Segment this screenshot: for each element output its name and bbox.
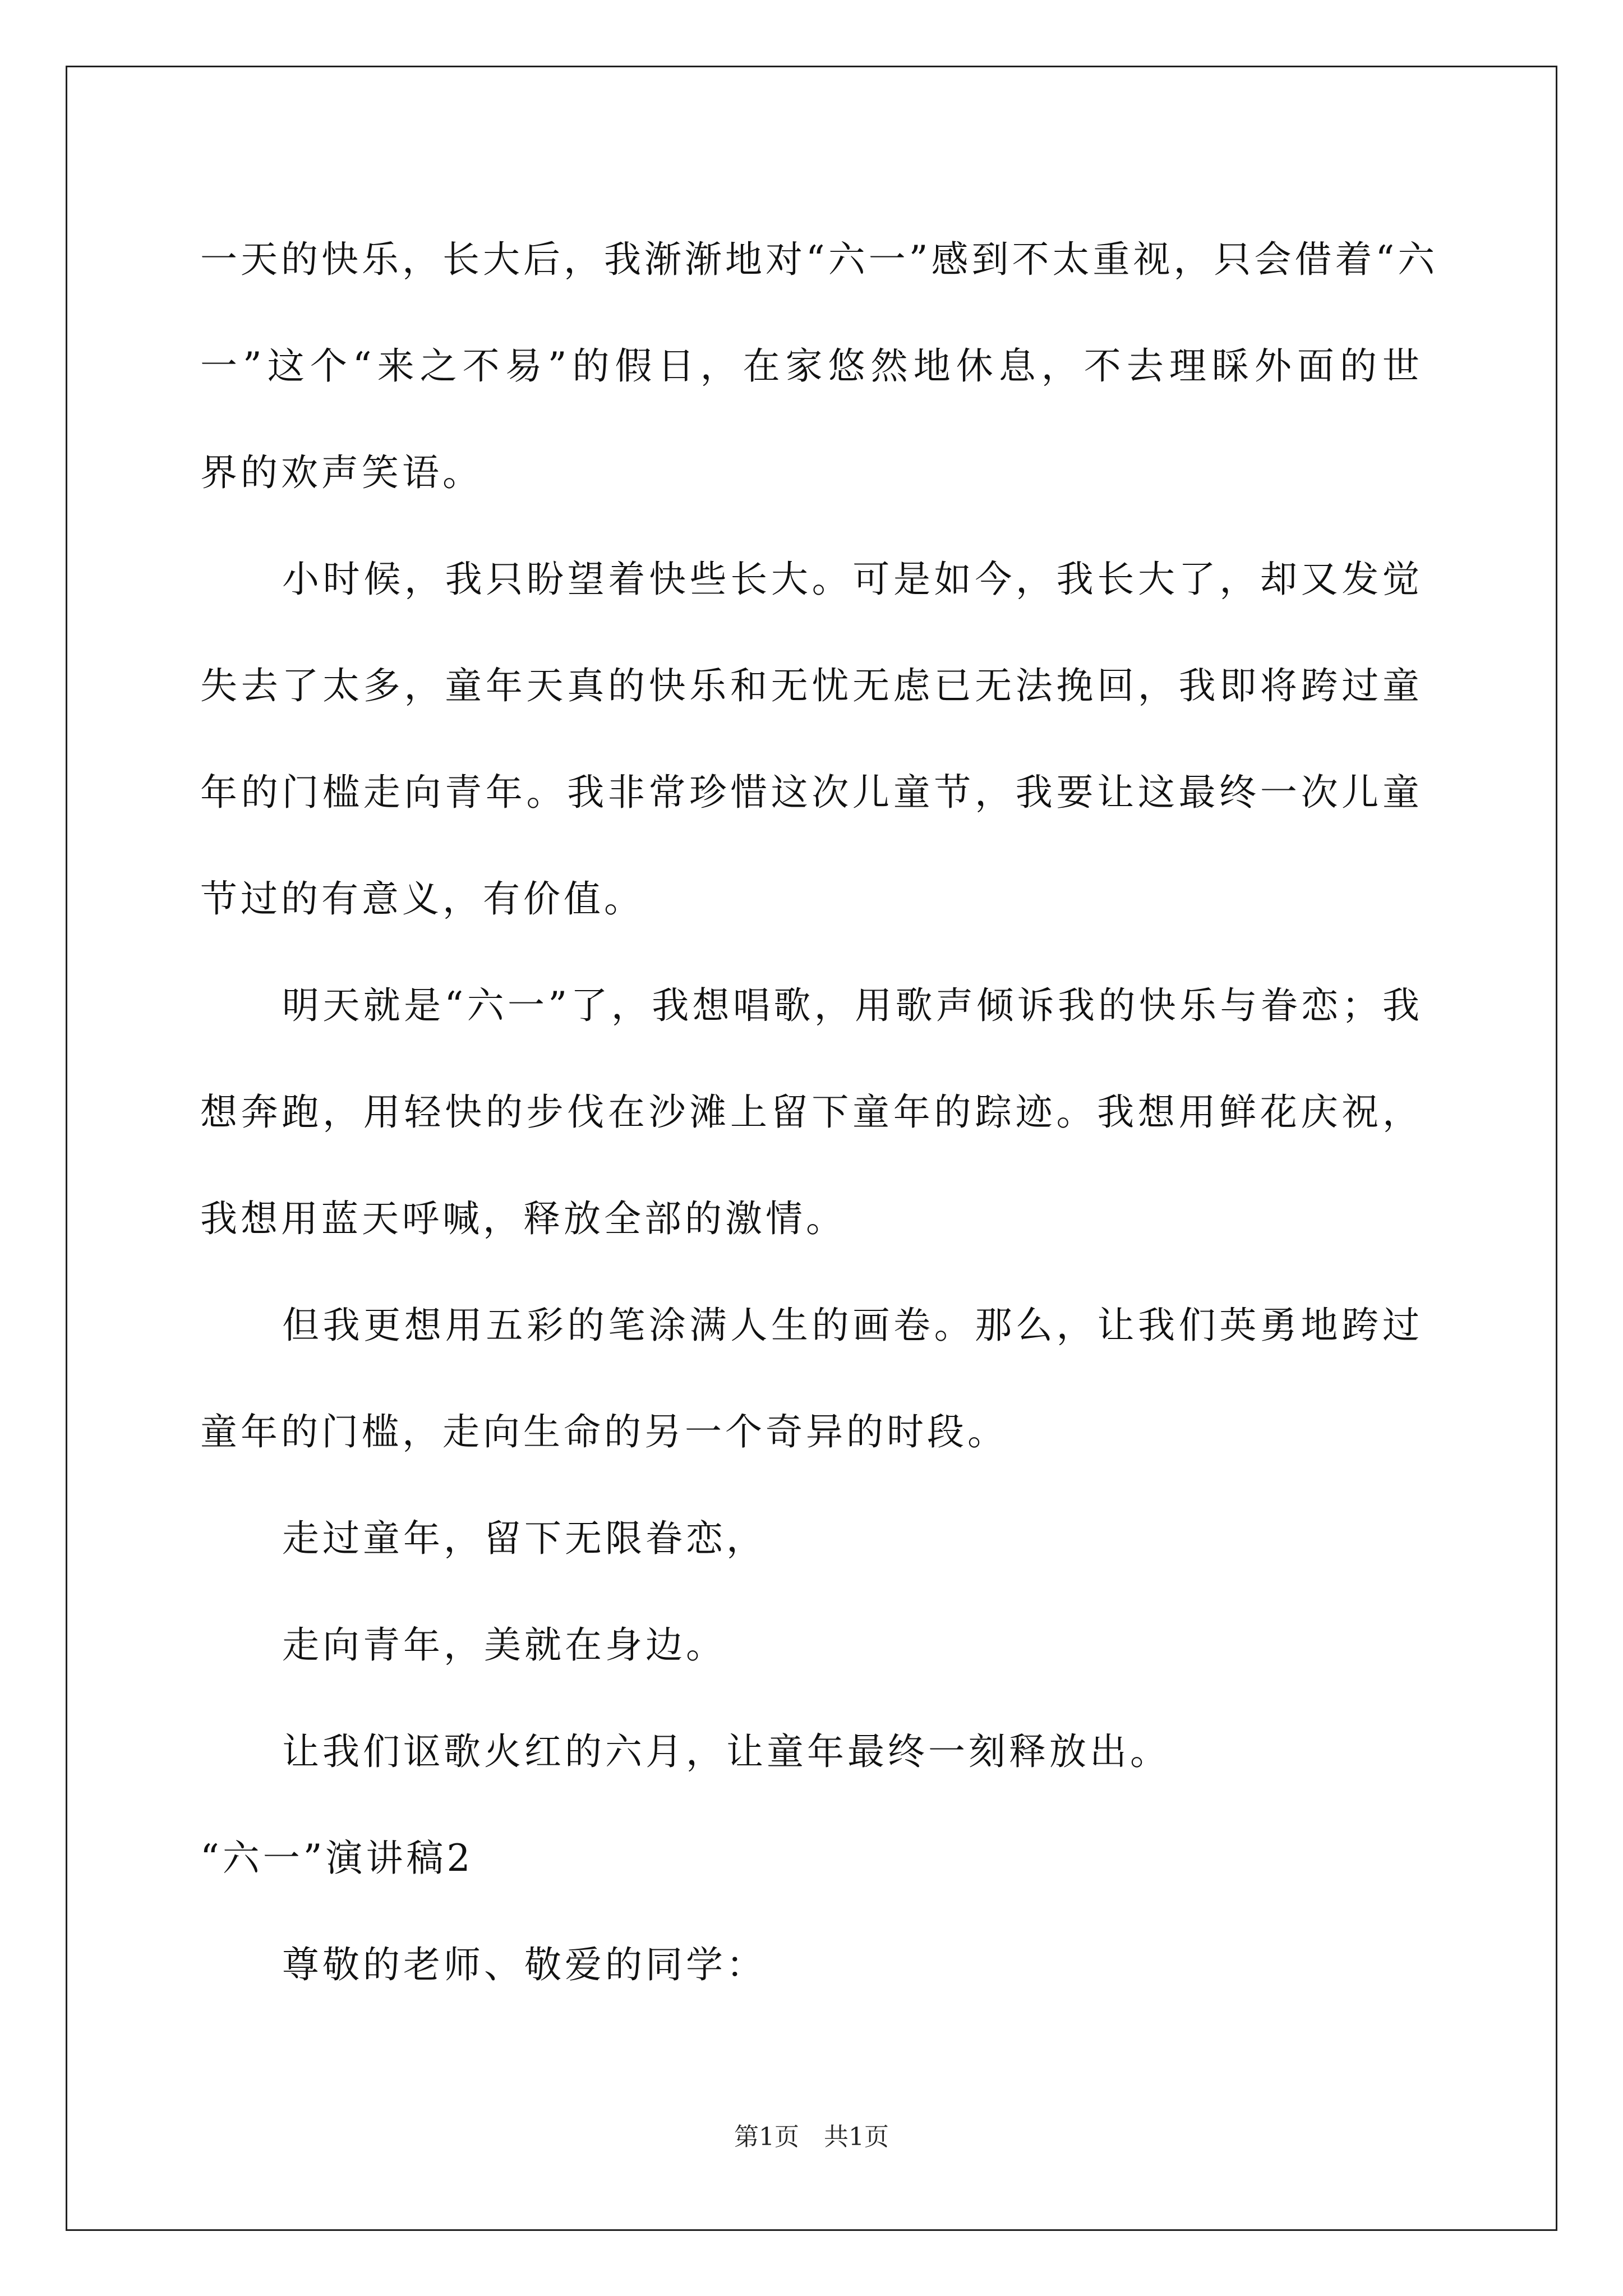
paragraph-line: 我想用蓝天呼喊，释放全部的激情。: [200, 1197, 846, 1240]
section-heading: “六一”演讲稿2: [200, 1837, 474, 1880]
document-body: [200, 206, 1438, 2018]
paragraph-line: 失去了太多，童年天真的快乐和无忧无虑已无法挽回，我即将跨过童: [200, 664, 1423, 707]
paragraph-line: 一”这个“来之不易”的假日，在家悠然地休息，不去理睬外面的世: [200, 344, 1423, 388]
paragraph-line: 小时候，我只盼望着快些长大。可是如今，我长大了，却又发觉: [282, 558, 1423, 601]
paragraph-line: 想奔跑，用轻快的步伐在沙滩上留下童年的踪迹。我想用鲜花庆祝，: [200, 1091, 1423, 1134]
paragraph-line: 明天就是“六一”了，我想唱歌，用歌声倾诉我的快乐与眷恋；我: [282, 984, 1423, 1027]
paragraph-line: 年的门槛走向青年。我非常珍惜这次儿童节，我要让这最终一次儿童: [200, 771, 1423, 814]
page-number-footer: 第1页 共1页: [734, 2123, 889, 2151]
paragraph-line: 节过的有意义，有价值。: [200, 877, 644, 921]
paragraph-line: 走过童年，留下无限眷恋，: [282, 1517, 767, 1560]
salutation-line: 尊敬的老师、敬爱的同学：: [282, 1943, 767, 1986]
paragraph-line: 界的欢声笑语。: [200, 451, 483, 494]
paragraph-line: 但我更想用五彩的笔涂满人生的画卷。那么，让我们英勇地跨过: [282, 1304, 1423, 1347]
paragraph-line: 一天的快乐，长大后，我渐渐地对“六一”感到不太重视，只会借着“六: [200, 238, 1438, 281]
paragraph-line: 童年的门槛，走向生命的另一个奇异的时段。: [200, 1410, 1008, 1453]
paragraph-line: 走向青年，美就在身边。: [282, 1623, 726, 1667]
paragraph-line: 让我们讴歌火红的六月，让童年最终一刻释放出。: [282, 1730, 1170, 1773]
